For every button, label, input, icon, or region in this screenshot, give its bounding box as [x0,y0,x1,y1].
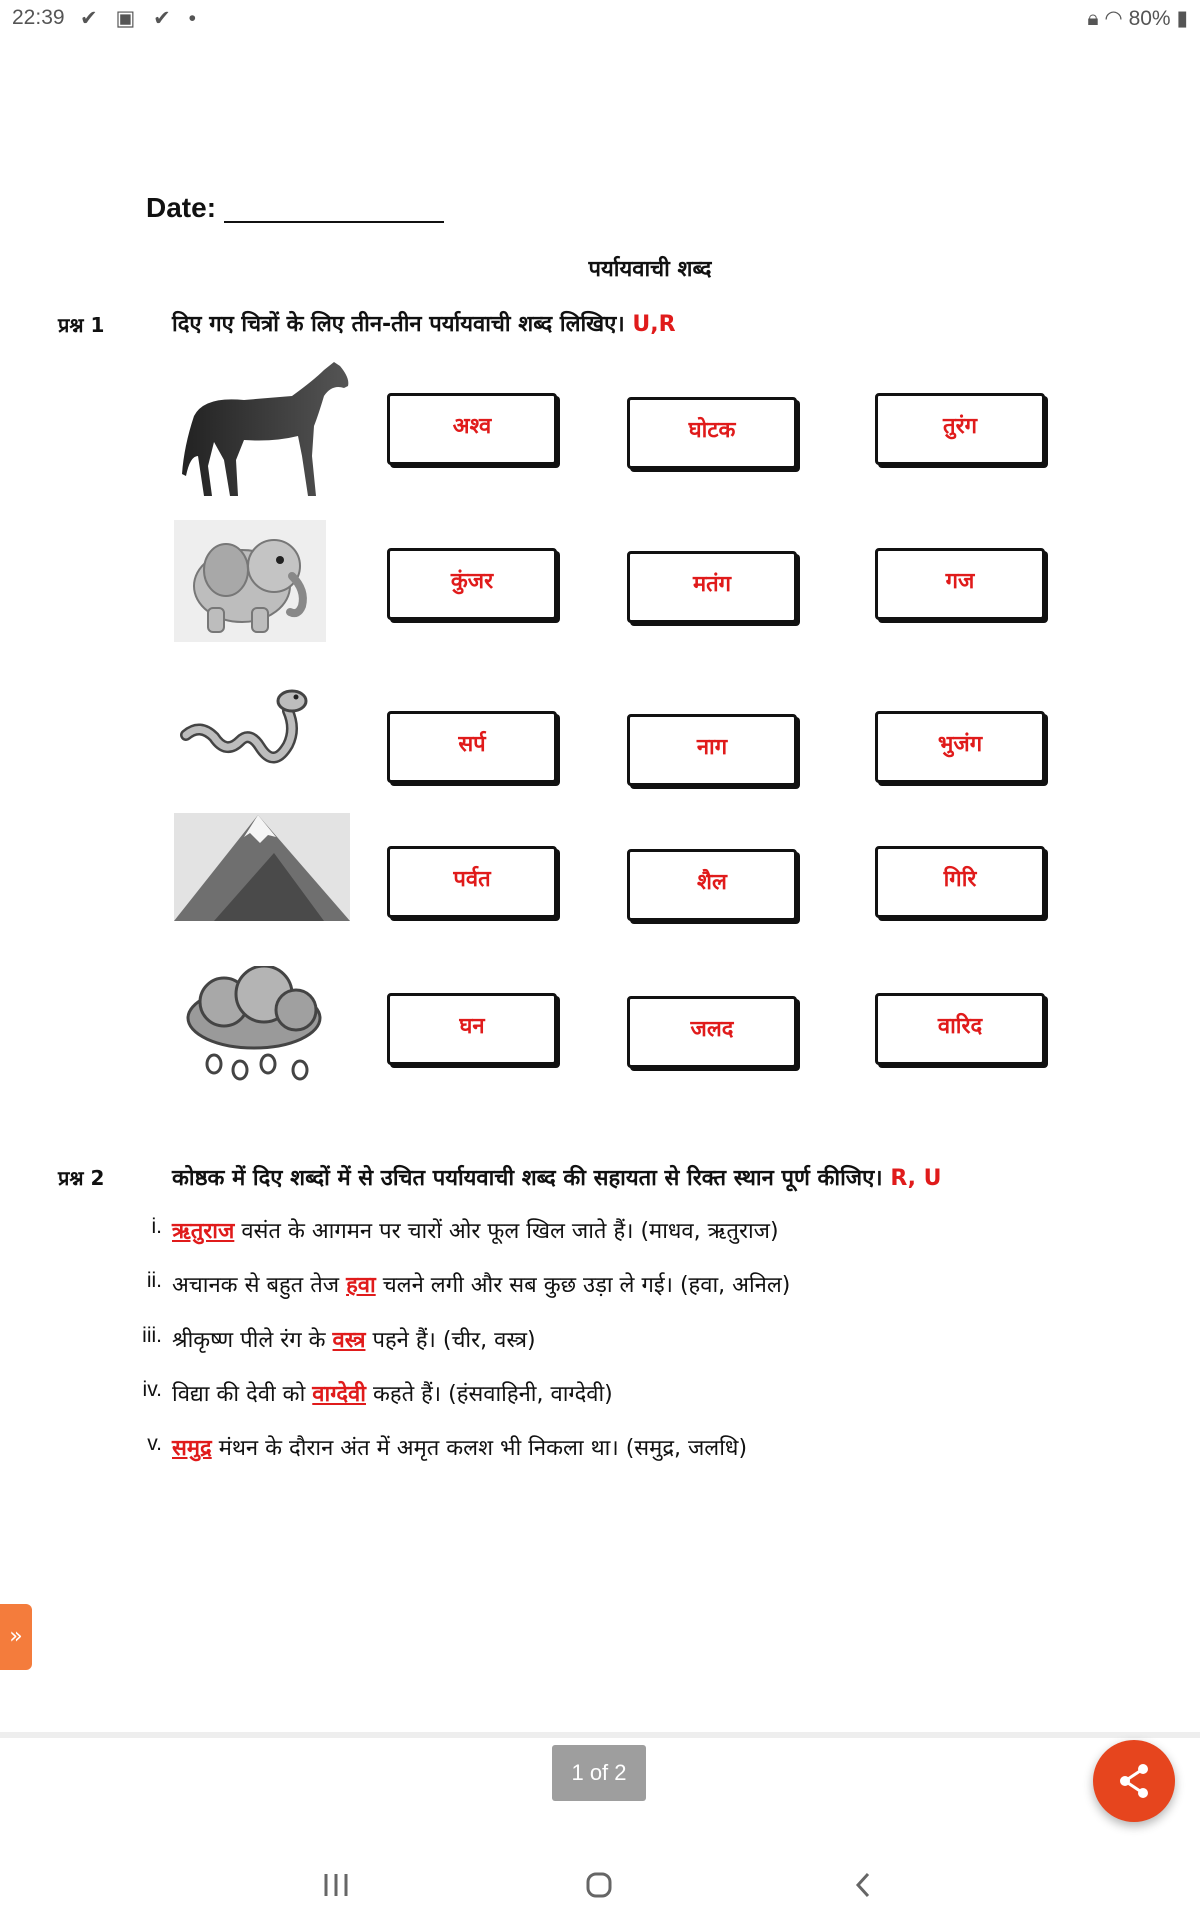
back-icon [832,1860,892,1910]
elephant-image [174,520,326,642]
q2-item-number: v. [147,1432,162,1455]
page-indicator: 1 of 2 [552,1745,646,1801]
download-done-icon: ✔ [153,7,177,30]
answer-box: कुंजर [387,548,557,620]
side-panel-toggle[interactable] [0,1604,32,1670]
q2-text [172,1162,942,1192]
share-icon [1093,1740,1175,1822]
q2-item [142,1324,536,1354]
answer-box: पर्वत [387,846,557,918]
answer-box: नाग [627,714,797,786]
download-done-icon: ✔ [80,7,104,30]
q2-item [147,1432,748,1462]
answer-box: गिरि [875,846,1045,918]
q2-item-post: चलने लगी और सब कुछ उड़ा ले गई। (हवा, अनिल) [375,1273,791,1298]
notification-icons [80,6,202,31]
cloud-image [180,966,328,1084]
date-label: Date: [146,192,217,223]
answer-box: जलद [627,996,797,1068]
viewer-divider [0,1732,1200,1738]
q1-number: प्रश्न 1 [58,313,105,337]
q2-tag: R, U [890,1166,942,1191]
recents-button[interactable] [306,1860,366,1910]
q2-item-answer: समुद्र [172,1436,212,1461]
share-button[interactable] [1093,1740,1175,1822]
q2-item-post: वसंत के आगमन पर चारों ओर फूल खिल जाते हैं। (माधव, ऋतुराज) [234,1219,779,1244]
date-blank-line [224,221,444,223]
q1-text [172,308,676,338]
q2-item-post: पहने हैं। (चीर, वस्त्र) [365,1328,536,1353]
answer-box: मतंग [627,551,797,623]
back-button[interactable] [832,1860,892,1910]
status-bar [0,0,1200,40]
horse-image [174,356,354,504]
q2-item-number: iv. [142,1378,162,1401]
double-chevron-right-icon: » [9,1624,23,1649]
q2-item [151,1215,779,1245]
answer-box: गज [875,548,1045,620]
q1-tag: U,R [632,312,676,337]
q1-instruction: दिए गए चित्रों के लिए तीन-तीन पर्यायवाची शब्द लिखिए। [172,312,625,337]
q2-number: प्रश्न 2 [58,1166,105,1190]
answer-box: भुजंग [875,711,1045,783]
mountain-image [174,813,350,921]
home-icon [569,1860,629,1910]
system-nav-bar [0,1860,1200,1910]
q2-item-answer: ऋतुराज [172,1219,235,1244]
q2-instruction: कोष्ठक में दिए शब्दों में से उचित पर्यायवाची शब्द की सहायता से रिक्त स्थान पूर्ण कीजिए। [172,1166,883,1191]
q2-item-number: iii. [142,1324,162,1347]
home-button[interactable] [569,1860,629,1910]
dot-icon: • [188,7,202,30]
q2-item-post: मंथन के दौरान अंत में अमृत कलश भी निकला था। (समुद्र, जलधि) [211,1436,748,1461]
q2-item-pre: अचानक से बहुत तेज [172,1273,347,1298]
q2-item-answer: हवा [346,1273,376,1298]
answer-box: वारिद [875,993,1045,1065]
answer-box: सर्प [387,711,557,783]
q2-item [146,1269,791,1299]
recents-icon [306,1860,366,1910]
answer-box: तुरंग [875,393,1045,465]
image-icon: ▣ [115,7,142,30]
q2-item-post: कहते हैं। (हंसवाहिनी, वाग्देवी) [366,1382,613,1407]
answer-box: घोटक [627,397,797,469]
q2-item-pre: विद्या की देवी को [172,1382,313,1407]
wifi-icon: ◠ [1104,7,1123,30]
answer-box: अश्व [387,393,557,465]
q2-item-answer: वाग्देवी [312,1382,366,1407]
status-right [1087,6,1188,31]
battery-icon: ▮ [1176,7,1188,30]
q2-item-pre: श्रीकृष्ण पीले रंग के [172,1328,333,1353]
snake-image [180,685,316,773]
worksheet-title: पर्यायवाची शब्द [588,257,712,282]
battery-level: 80% [1128,7,1171,30]
q2-item-number: i. [151,1215,162,1238]
lock-icon: 🔒︎ [1087,7,1099,30]
q2-item-answer: वस्त्र [332,1328,366,1353]
status-time: 22:39 [12,6,65,29]
answer-box: शैल [627,849,797,921]
q2-item-number: ii. [146,1269,162,1292]
q2-item [142,1378,613,1408]
answer-box: घन [387,993,557,1065]
